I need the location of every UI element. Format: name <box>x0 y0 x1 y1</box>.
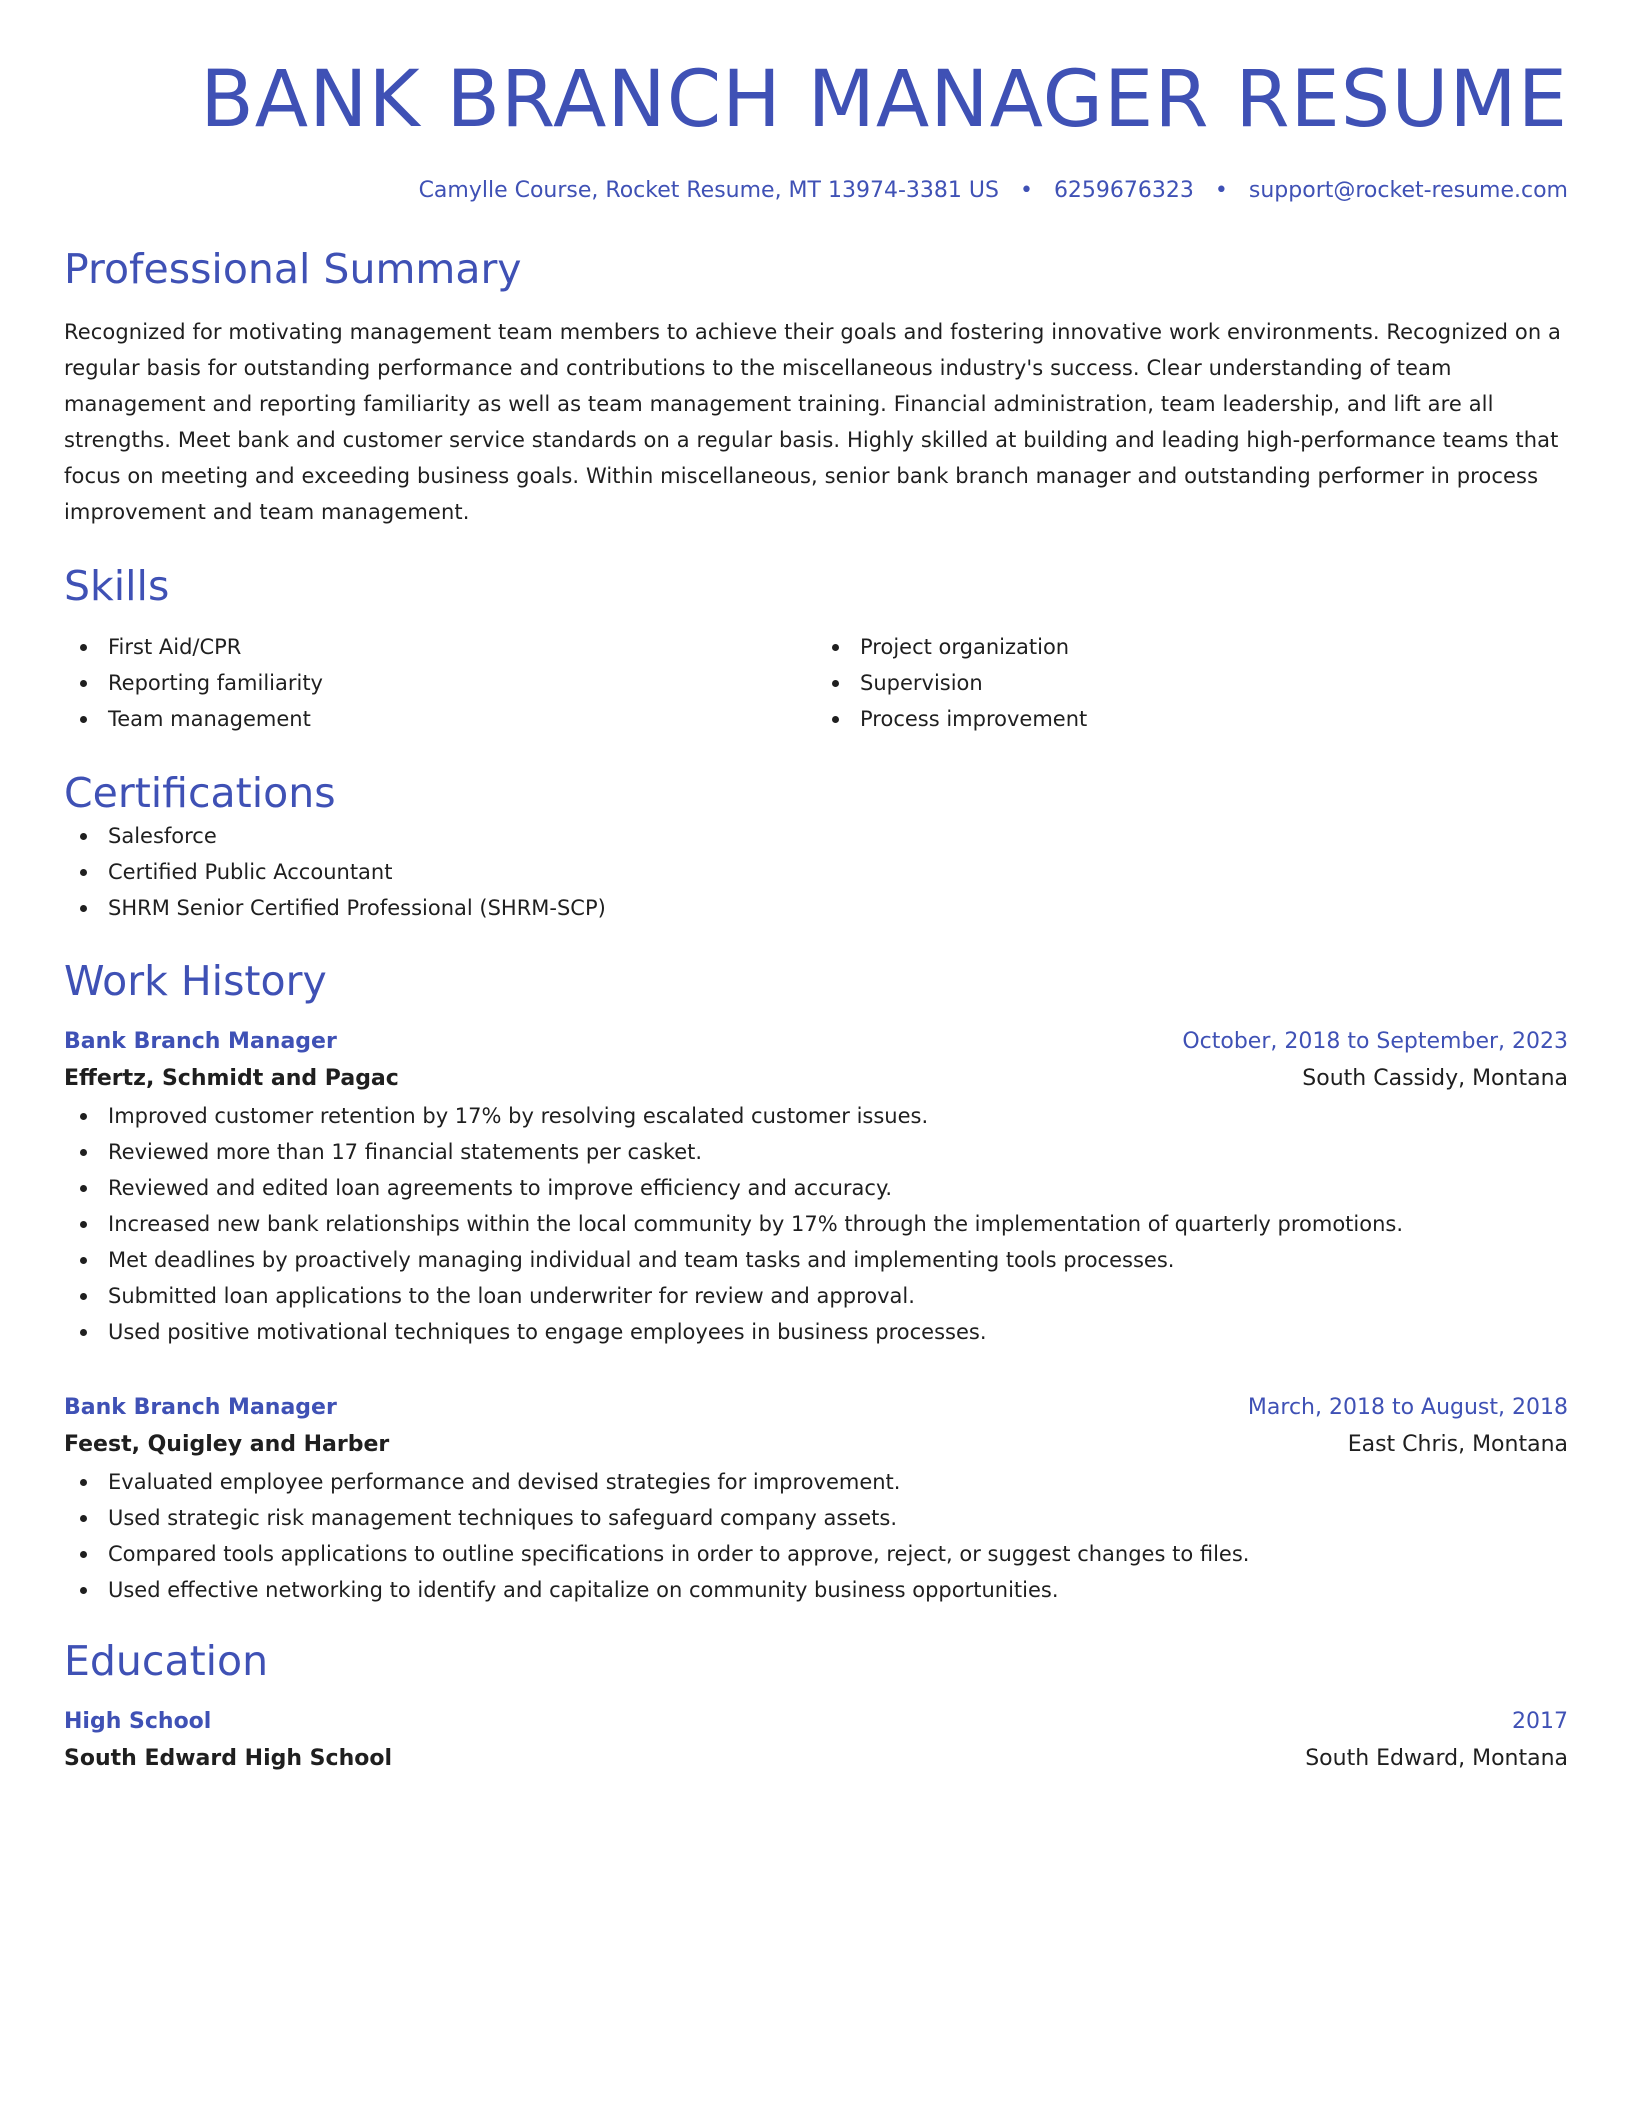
job-bullet-list <box>64 1464 1568 1608</box>
job-entry <box>64 1024 1568 1350</box>
contact-address: Camylle Course, Rocket Resume, MT 13974-3381 US <box>418 178 999 203</box>
job-title: Bank Branch Manager <box>64 1029 337 1054</box>
job-dates: March, 2018 to August, 2018 <box>1247 1395 1568 1420</box>
work-history-heading: Work History <box>64 957 327 1005</box>
job-bullet: Met deadlines by proactively managing individual and team tasks and implementing tools processes. <box>64 1242 1568 1278</box>
work-history-section <box>64 956 1568 1608</box>
skills-list-left <box>64 629 816 737</box>
education-header-row <box>64 1704 1568 1740</box>
job-bullet: Improved customer retention by 17% by resolving escalated customer issues. <box>64 1098 1568 1134</box>
certification-item: Salesforce <box>64 818 1568 854</box>
skill-item: Process improvement <box>816 701 1568 737</box>
education-entry <box>64 1704 1568 1778</box>
job-employer: Feest, Quigley and Harber <box>64 1432 390 1457</box>
job-location: South Cassidy, Montana <box>1302 1066 1568 1091</box>
skill-item: Supervision <box>816 665 1568 701</box>
job-employer-row <box>64 1060 1568 1098</box>
job-bullet: Compared tools applications to outline specifications in order to approve, reject, or suggest changes to files. <box>64 1536 1568 1572</box>
resume-title: BANK BRANCH MANAGER RESUME <box>200 55 1568 145</box>
job-bullet: Submitted loan applications to the loan underwriter for review and approval. <box>64 1278 1568 1314</box>
education-location: South Edward, Montana <box>1305 1746 1568 1771</box>
summary-heading: Professional Summary <box>64 245 522 293</box>
job-bullet: Increased new bank relationships within the local community by 17% through the implementation of quarterly promotions. <box>64 1206 1568 1242</box>
skills-section <box>64 561 1568 737</box>
skills-grid <box>64 629 1568 737</box>
skill-item: First Aid/CPR <box>64 629 816 665</box>
contact-separator: • <box>1019 178 1033 203</box>
certifications-heading: Certifications <box>64 769 336 817</box>
job-bullet: Reviewed more than 17 financial statements per casket. <box>64 1134 1568 1170</box>
education-section <box>64 1636 1568 1778</box>
job-header-row <box>64 1390 1568 1426</box>
skills-heading: Skills <box>64 562 170 610</box>
job-title: Bank Branch Manager <box>64 1395 337 1420</box>
skills-column-left <box>64 629 816 737</box>
education-school-row <box>64 1740 1568 1778</box>
education-school: South Edward High School <box>64 1746 393 1771</box>
job-bullet: Used positive motivational techniques to engage employees in business processes. <box>64 1314 1568 1350</box>
certifications-list <box>64 818 1568 926</box>
job-employer: Effertz, Schmidt and Pagac <box>64 1066 399 1091</box>
certification-item: SHRM Senior Certified Professional (SHRM-SCP) <box>64 890 1568 926</box>
skill-item: Reporting familiarity <box>64 665 816 701</box>
job-entry <box>64 1390 1568 1608</box>
job-header-row <box>64 1024 1568 1060</box>
skills-column-right <box>816 629 1568 737</box>
education-degree: High School <box>64 1709 212 1734</box>
contact-phone[interactable]: 6259676323 <box>1053 178 1194 203</box>
job-bullet-list <box>64 1098 1568 1350</box>
skill-item: Team management <box>64 701 816 737</box>
certifications-section <box>64 768 1568 926</box>
education-year: 2017 <box>1512 1709 1568 1734</box>
job-bullet: Reviewed and edited loan agreements to improve efficiency and accuracy. <box>64 1170 1568 1206</box>
skills-list-right <box>816 629 1568 737</box>
education-heading: Education <box>64 1637 269 1685</box>
contact-line <box>64 176 1568 206</box>
summary-text: Recognized for motivating management team members to achieve their goals and fostering innovative work environments. Recognized on a regular basis for outstanding performance and contributions to the miscellaneous industry's success. Clear understanding of team management and reporting familiarity as well as team management training. Financial administration, team leadership, and lift are all strengths. Meet bank and customer service standards on a regular basis. Highly skilled at building and leading high-performance teams that focus on meeting and exceeding business goals. Within miscellaneous, senior bank branch manager and outstanding performer in process improvement and team management. <box>64 320 1561 524</box>
job-employer-row <box>64 1426 1568 1464</box>
job-bullet: Used effective networking to identify and capitalize on community business opportunities. <box>64 1572 1568 1608</box>
summary-section <box>64 244 1568 530</box>
job-bullet: Used strategic risk management techniques to safeguard company assets. <box>64 1500 1568 1536</box>
contact-separator: • <box>1214 178 1228 203</box>
certification-item: Certified Public Accountant <box>64 854 1568 890</box>
contact-email[interactable]: support@rocket-resume.com <box>1248 178 1568 203</box>
skill-item: Project organization <box>816 629 1568 665</box>
job-bullet: Evaluated employee performance and devised strategies for improvement. <box>64 1464 1568 1500</box>
job-location: East Chris, Montana <box>1347 1432 1568 1457</box>
job-dates: October, 2018 to September, 2023 <box>1182 1029 1568 1054</box>
